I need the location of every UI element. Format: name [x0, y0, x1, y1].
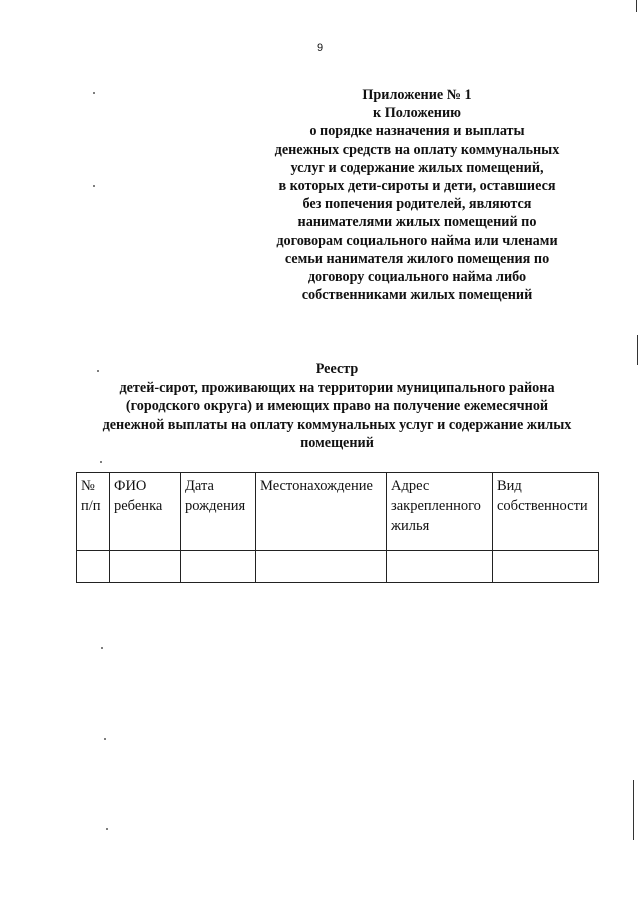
table-cell	[77, 551, 110, 583]
scan-speck	[93, 92, 95, 94]
appendix-heading	[232, 86, 602, 304]
scan-speck	[101, 647, 103, 649]
appendix-line: договорам социального найма или членами	[276, 232, 558, 249]
header-text: Вид	[497, 478, 522, 494]
scan-speck	[104, 738, 106, 740]
registry-line: денежной выплаты на оплату коммунальных услуг и содержание жилых	[102, 416, 572, 433]
appendix-line: договору социального найма либо	[307, 269, 527, 286]
registry-heading	[80, 360, 594, 453]
header-text: закрепленного	[391, 498, 481, 514]
appendix-line: нанимателями жилых помещений по	[297, 214, 537, 231]
header-child-name	[110, 473, 181, 551]
table-cell	[256, 551, 387, 583]
scan-speck	[100, 461, 102, 463]
header-text: Адрес	[391, 478, 430, 494]
scan-speck	[97, 370, 99, 372]
table-cell	[493, 551, 599, 583]
appendix-line: услуг и содержание жилых помещений,	[290, 159, 544, 176]
header-ownership-type	[493, 473, 599, 551]
appendix-line: в которых дети-сироты и дети, оставшиеся	[278, 178, 556, 195]
table-row	[77, 551, 599, 583]
page-number: 9	[316, 42, 324, 54]
registry-line: помещений	[300, 435, 374, 452]
appendix-line: семьи нанимателя жилого помещения по	[284, 250, 550, 267]
appendix-line: денежных средств на оплату коммунальных	[274, 141, 560, 158]
scan-edge-mark	[633, 780, 634, 840]
scan-speck	[106, 828, 108, 830]
header-birth-date	[181, 473, 256, 551]
header-text: рождения	[185, 498, 246, 514]
appendix-line: собственниками жилых помещений	[301, 287, 533, 304]
header-text: №	[81, 478, 95, 494]
table-header-row	[77, 473, 599, 551]
header-number	[77, 473, 110, 551]
scan-speck	[93, 185, 95, 187]
scan-edge-mark	[637, 335, 638, 365]
table-cell	[387, 551, 493, 583]
header-text: ФИО	[114, 478, 147, 494]
header-location	[256, 473, 387, 551]
header-text: п/п	[81, 498, 101, 514]
header-housing-address	[387, 473, 493, 551]
registry-line: детей-сирот, проживающих на территории муниципального района	[119, 379, 555, 396]
header-text: жилья	[391, 518, 430, 534]
header-text: собственности	[497, 498, 588, 514]
registry-title: Реестр	[315, 361, 359, 377]
appendix-line: без попечения родителей, являются	[302, 196, 532, 213]
appendix-line: к Положению	[373, 105, 461, 122]
table-cell	[110, 551, 181, 583]
scan-edge-mark	[636, 0, 637, 12]
header-text: Дата	[185, 478, 214, 494]
registry-table	[76, 472, 599, 583]
registry-line: (городского округа) и имеющих право на получение ежемесячной	[125, 398, 549, 415]
header-text: ребенка	[114, 498, 163, 514]
appendix-line: Приложение № 1	[362, 87, 472, 103]
table-cell	[181, 551, 256, 583]
appendix-line: о порядке назначения и выплаты	[309, 123, 525, 140]
header-text: Местонахождение	[260, 478, 373, 494]
